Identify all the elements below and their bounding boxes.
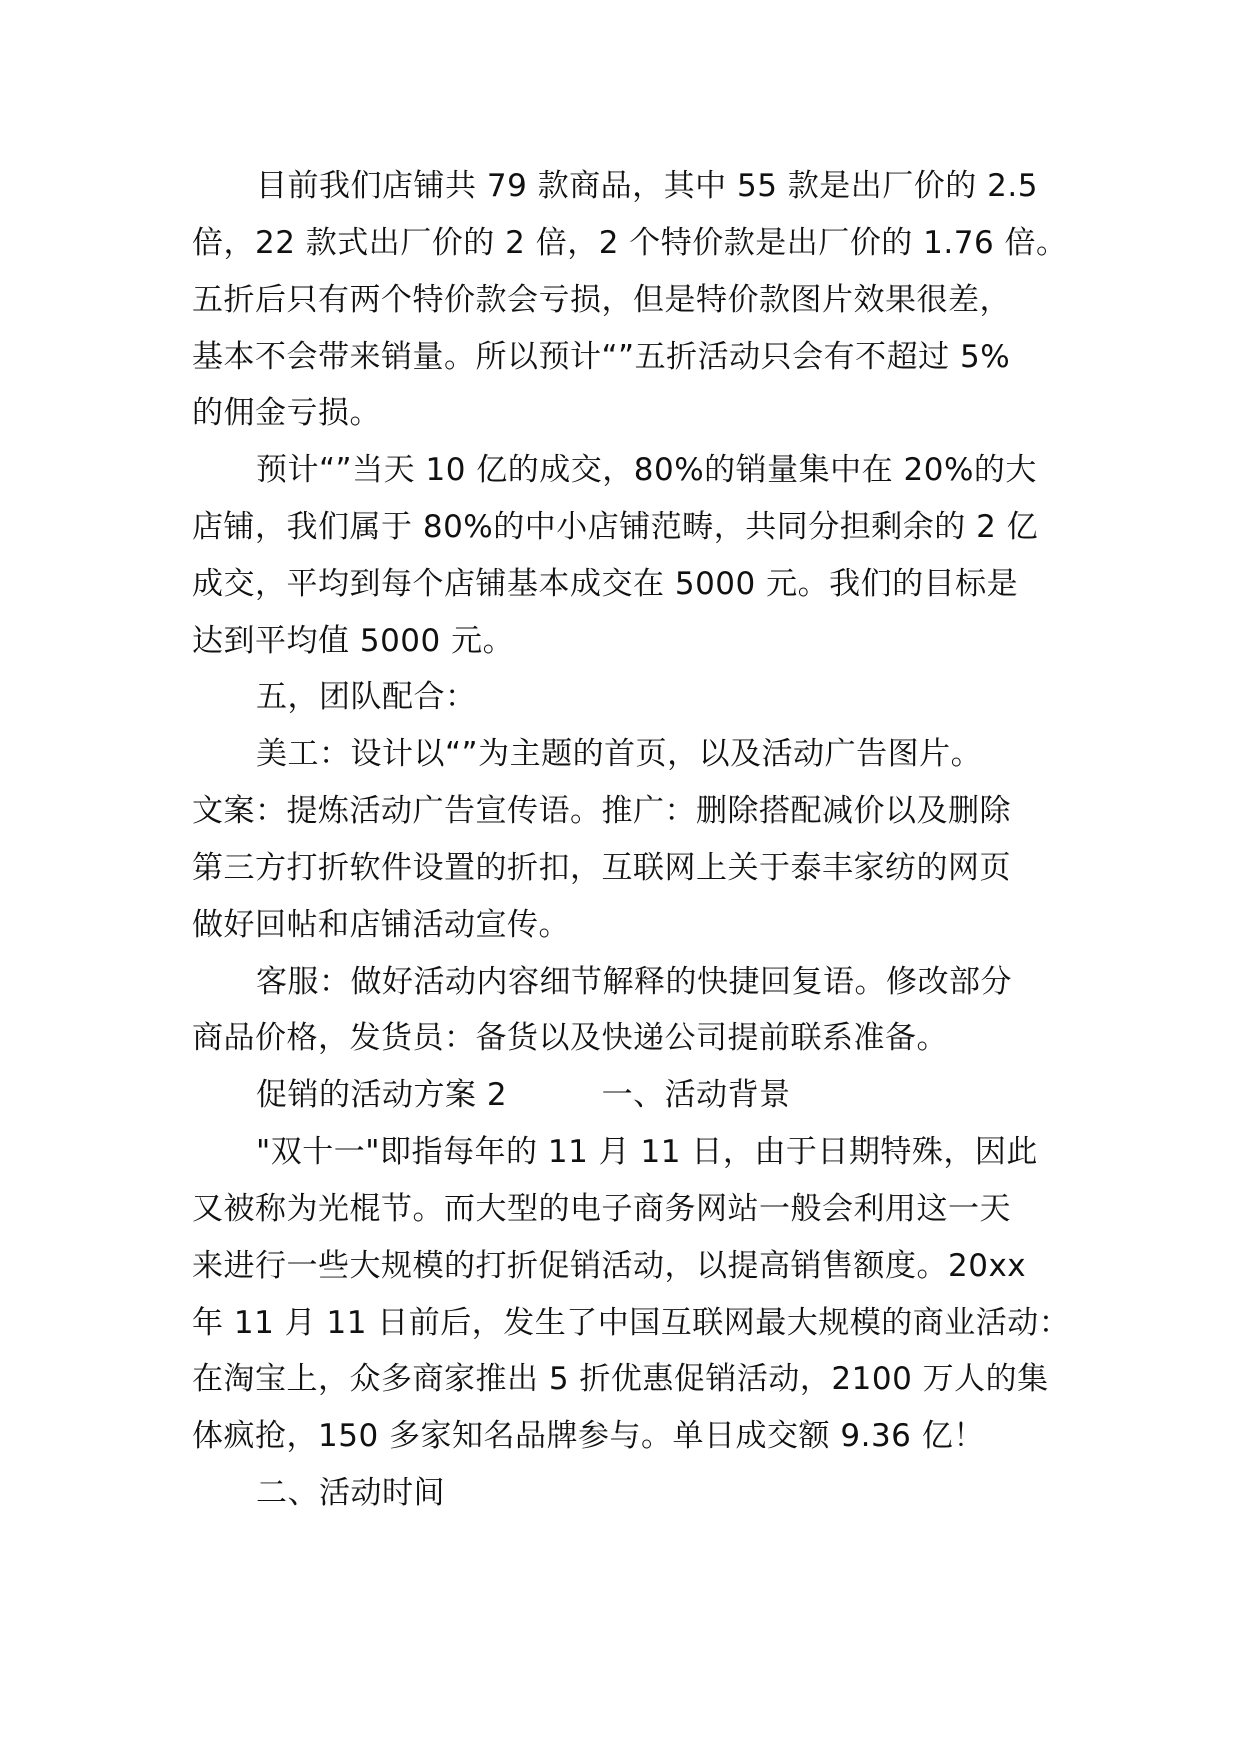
paragraph-line: 的佣金亏损。 (192, 395, 381, 431)
paragraph-line: 又被称为光棍节。而大型的电子商务网站一般会利用这一天 (192, 1191, 1011, 1227)
paragraph-line: 第三方打折软件设置的折扣，互联网上关于泰丰家纺的网页 (192, 850, 1011, 886)
paragraph-line: 商品价格，发货员：备货以及快递公司提前联系准备。 (192, 1020, 948, 1056)
paragraph-line: 达到平均值 5000 元。 (192, 623, 515, 659)
paragraph-line: "双十一"即指每年的 11 月 11 日，由于日期特殊，因此 (256, 1134, 1038, 1170)
paragraph-line: 目前我们店铺共 79 款商品，其中 55 款是出厂价的 2.5 (256, 168, 1038, 204)
paragraph-line: 年 11 月 11 日前后，发生了中国互联网最大规模的商业活动： (192, 1305, 1071, 1341)
paragraph-line: 店铺，我们属于 80%的中小店铺范畴，共同分担剩余的 2 亿 (192, 509, 1039, 545)
paragraph-line: 美工：设计以“”为主题的首页，以及活动广告图片。 (256, 736, 983, 772)
paragraph-line: 倍，22 款式出厂价的 2 倍，2 个特价款是出厂价的 1.76 倍。 (192, 225, 1068, 261)
paragraph-line: 体疯抢，150 多家知名品牌参与。单日成交额 9.36 亿！ (192, 1418, 985, 1454)
paragraph-line: 预计“”当天 10 亿的成交，80%的销量集中在 20%的大 (256, 452, 1037, 488)
paragraph-line: 做好回帖和店铺活动宣传。 (192, 907, 570, 943)
section-heading: 五，团队配合： (256, 679, 477, 715)
paragraph-line: 基本不会带来销量。所以预计“”五折活动只会有不超过 5% (192, 339, 1011, 375)
section-heading: 促销的活动方案 2 一、活动背景 (256, 1077, 791, 1113)
paragraph-line: 来进行一些大规模的打折促销活动，以提高销售额度。20xx (192, 1248, 1027, 1284)
paragraph-line: 客服：做好活动内容细节解释的快捷回复语。修改部分 (256, 964, 1012, 1000)
paragraph-line: 成交，平均到每个店铺基本成交在 5000 元。我们的目标是 (192, 566, 1019, 602)
paragraph-line: 文案：提炼活动广告宣传语。推广：删除搭配减价以及删除 (192, 793, 1011, 829)
section-heading: 二、活动时间 (256, 1475, 445, 1511)
paragraph-line: 在淘宝上，众多商家推出 5 折优惠促销活动，2100 万人的集 (192, 1361, 1049, 1397)
paragraph-line: 五折后只有两个特价款会亏损，但是特价款图片效果很差， (192, 282, 1011, 318)
